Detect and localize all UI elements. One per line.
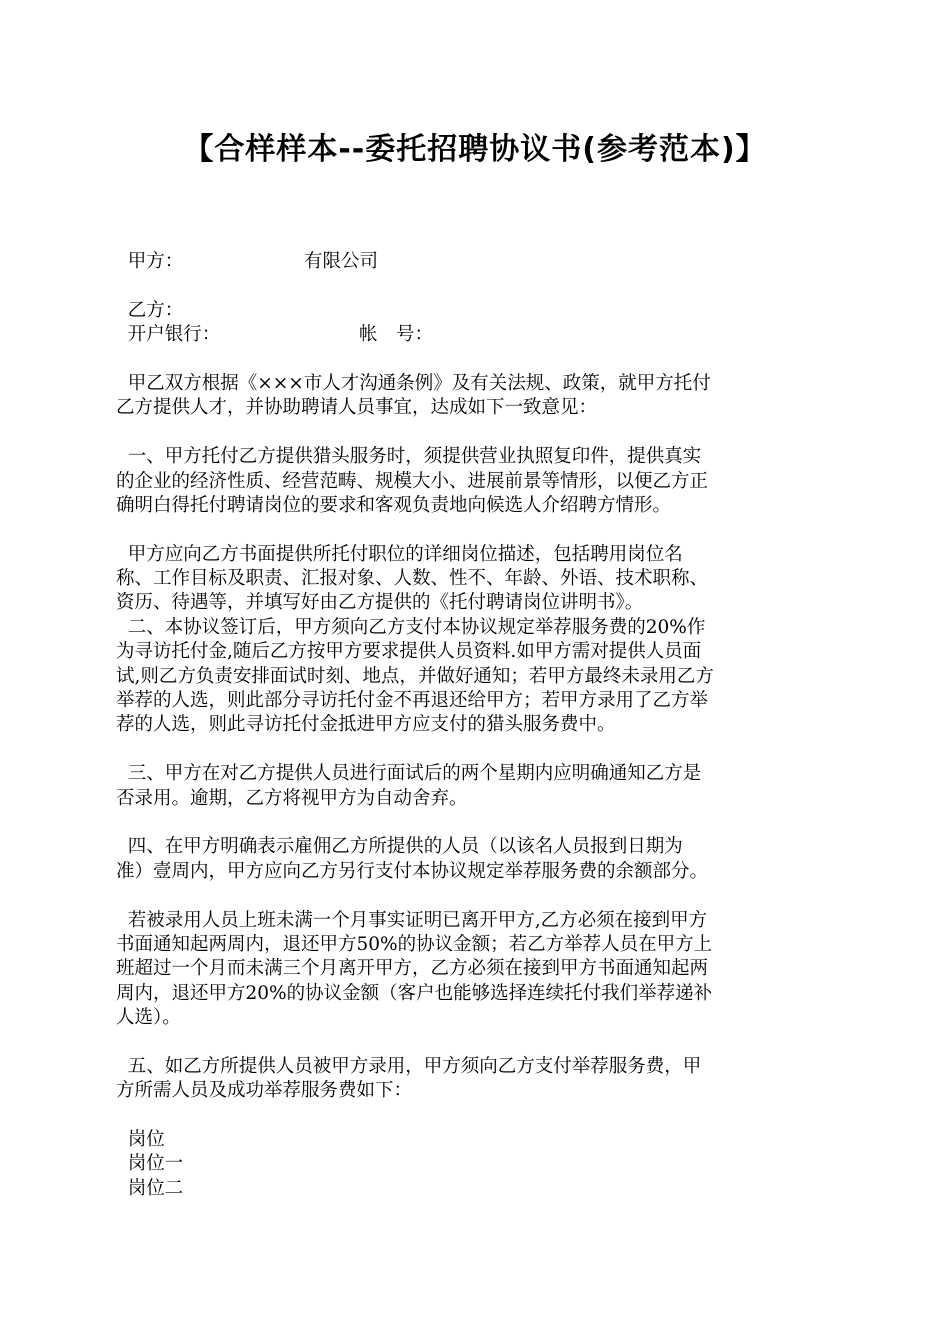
- text-line: 称、工作目标及职责、汇报对象、人数、性不、年龄、外语、技术职称、: [116, 568, 709, 590]
- text-line: 试,则乙方负责安排面试时刻、地点，并做好通知；若甲方最终未录用乙方: [116, 665, 714, 687]
- text-line: 周内，退还甲方20%的协议金额（客户也能够选择连续托付我们举荐递补: [116, 982, 713, 1004]
- document-title: 【合样样本--委托招聘协议书(参考范本)】: [183, 132, 767, 167]
- position-item: 岗位: [116, 1129, 165, 1151]
- text-line: 甲方应向乙方书面提供所托付职位的详细岗位描述，包括聘用岗位名: [116, 543, 683, 565]
- account-label: 帐 号：: [359, 324, 434, 346]
- party-a-label: 甲方：: [116, 251, 184, 272]
- paragraph-4: [116, 762, 836, 811]
- text-line: 为寻访托付金,随后乙方按甲方要求提供人员资料.如甲方需对提供人员面: [116, 641, 702, 663]
- text-line: 若被录用人员上班未满一个月事实证明已离开甲方,乙方必须在接到甲方: [116, 909, 708, 931]
- text-line: 乙方提供人才，并协助聘请人员事宜，达成如下一致意见：: [116, 397, 598, 419]
- party-a-value: 有限公司: [304, 251, 379, 272]
- text-line: 二、本协议签订后，甲方须向乙方支付本协议规定举荐服务费的20%作: [116, 616, 706, 638]
- text-line: 一、甲方托付乙方提供猎头服务时，须提供营业执照复印件，提供真实: [116, 446, 702, 468]
- text-line: 五、如乙方所提供人员被甲方录用，甲方须向乙方支付举荐服务费，甲: [116, 1055, 702, 1077]
- text-line: 的企业的经济性质、经营范畴、规模大小、进展前景等情形，以便乙方正: [116, 470, 709, 492]
- paragraph-5: [116, 835, 836, 884]
- text-line: 准）壹周内，甲方应向乙方另行支付本协议规定举荐服务费的余额部分。: [116, 860, 709, 882]
- bank-row: [116, 323, 836, 347]
- text-line: 方所需人员及成功举荐服务费如下：: [116, 1080, 413, 1102]
- document-body: [116, 250, 836, 1201]
- paragraph-7: [116, 1055, 836, 1104]
- text-line: 荐的人选，则此寻访托付金抵进甲方应支付的猎头服务费中。: [116, 714, 616, 736]
- text-line: 班超过一个月而未满三个月离开甲方，乙方必须在接到甲方书面通知起两: [116, 958, 709, 980]
- text-line: 否录用。逾期，乙方将视甲方为自动舍弃。: [116, 787, 468, 809]
- bank-label: 开户银行：: [116, 324, 221, 346]
- text-line: 资历、待遇等，并填写好由乙方提供的《托付聘请岗位讲明书》。: [116, 592, 644, 614]
- positions-list: [116, 1128, 836, 1201]
- text-line: 人选）。: [116, 1007, 181, 1029]
- party-a-row: [116, 250, 836, 274]
- paragraph-3: [116, 543, 836, 738]
- party-b-label: 乙方：: [116, 299, 184, 321]
- party-b-row: [116, 299, 836, 323]
- text-line: 确明白得托付聘请岗位的要求和客观负责地向候选人介绍聘方情形。: [116, 494, 672, 516]
- position-item: 岗位二: [116, 1177, 184, 1199]
- text-line: 四、在甲方明确表示雇佣乙方所提供的人员（以该名人员报到日期为: [116, 836, 683, 858]
- paragraph-1: [116, 372, 836, 421]
- text-line: 三、甲方在对乙方提供人员进行面试后的两个星期内应明确通知乙方是: [116, 763, 702, 785]
- text-line: 甲乙双方根据《×××市人才沟通条例》及有关法规、政策，就甲方托付: [116, 372, 711, 394]
- text-line: 举荐的人选，则此部分寻访托付金不再退还给甲方；若甲方录用了乙方举: [116, 690, 709, 712]
- text-line: 书面通知起两周内，退还甲方50%的协议金额；若乙方举荐人员在甲方上: [116, 933, 713, 955]
- paragraph-2: [116, 445, 836, 518]
- position-item: 岗位一: [116, 1153, 184, 1175]
- paragraph-6: [116, 909, 836, 1031]
